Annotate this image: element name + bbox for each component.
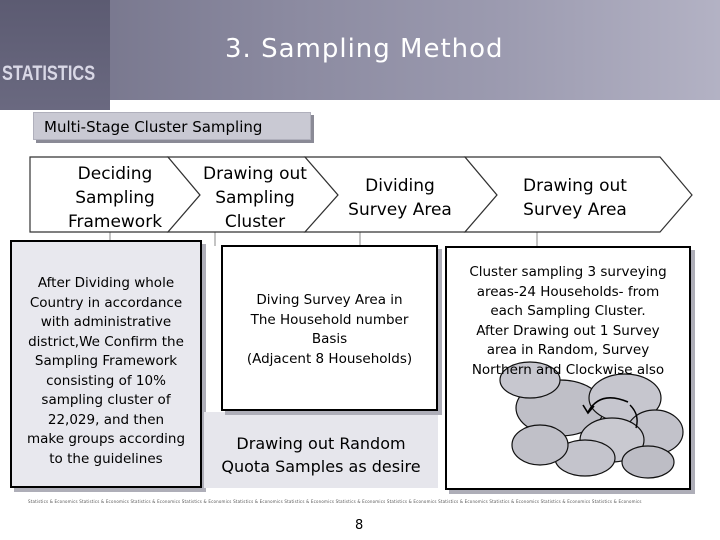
page-title: 3. Sampling Method	[225, 34, 504, 64]
step-label-1: Deciding Sampling Framework	[67, 164, 163, 232]
framework-description-border	[10, 240, 202, 488]
step-label-3: Dividing Survey Area	[348, 176, 452, 220]
quota-sample-box: Drawing out Random Quota Samples as desire	[204, 412, 438, 488]
survey-area-description: Diving Survey Area in The Household number Basis (Adjacent 8 Households)	[221, 245, 438, 411]
framework-description: After Dividing whole Country in accordance with administrative district,We Confirm the Sampling Framework consisting of 10% sampling cluster of 22,029, and then make groups according to the guidelines	[10, 240, 202, 488]
footer-strip: Statistics & Economics Statistics & Economics Statistics & Economics Statistics & Economics Statistics & Economics Statistics & Economics Statistics & Economics Statistics & Economics Statistics & Economics Statistics & Economics Statistics & Economics Statistics & Economics	[28, 499, 642, 504]
brand-label: STATISTICS	[2, 62, 96, 85]
page-number: 8	[355, 518, 364, 533]
stage-label: Multi-Stage Cluster Sampling	[33, 112, 311, 140]
step-label-4: Drawing out Survey Area	[523, 176, 627, 220]
drawing-area-description: Cluster sampling 3 surveying areas-24 Households- from each Sampling Cluster. After Drawing out 1 Survey area in Random, Survey Northern and Clockwise also	[445, 246, 691, 490]
step-label-2: Drawing out Sampling Cluster	[203, 164, 307, 232]
